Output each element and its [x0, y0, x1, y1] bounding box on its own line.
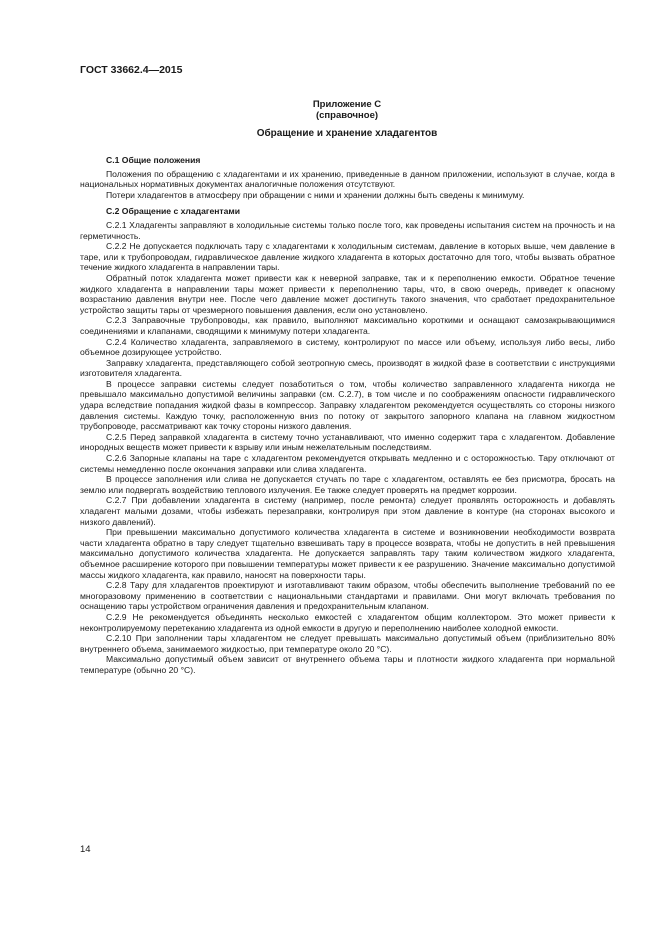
paragraph: С.2.6 Запорные клапаны на таре с хладагентом рекомендуется открывать медленно и с осторожностью. Тару отключают от системы немедленно после окончания заправки или слива хладагента.: [80, 453, 615, 474]
section-heading-c1: С.1 Общие положения: [106, 155, 201, 165]
paragraph: С.2.2 Не допускается подключать тару с хладагентами к холодильным системам, давление в которых выше, чем давление в таре, или к трубопроводам, гидравлическое давление жидкого хладагента в которых достаточно для того, чтобы вызвать обратное течение жидкого хладагента в направлении тары.: [80, 241, 615, 273]
paragraph: Положения по обращению с хладагентами и их хранению, приведенные в данном приложении, используют в случае, когда в национальных нормативных документах аналогичные положения отсутствуют.: [80, 168, 615, 190]
paragraph: С.2.5 Перед заправкой хладагента в систему точно устанавливают, что именно содержит тара с хладагентом. Добавление инородных веществ может привести к взрыву или иным нежелательным последствиям.: [80, 431, 615, 453]
paragraph: Заправку хладагента, представляющего собой зеотропную смесь, производят в жидкой фазе в соответствии с инструкциями изготовителя хладагента.: [80, 357, 615, 379]
paragraph: Потери хладагентов в атмосферу при обращении с ними и хранении должны быть сведены к минимуму.: [106, 189, 525, 200]
paragraph: В процессе заполнения или слива не допускается стучать по таре с хладагентом, оставлять ее без присмотра, бросать на землю или подвергать воздействию теплового излучения. Ее также следует проверять на предмет коррозии.: [80, 474, 615, 495]
annex-heading: Обращение и хранение хладагентов: [256, 128, 438, 139]
paragraph: Обратный поток хладагента может привести как к неверной заправке, так и к переполнению емкости. Обратное течение жидкого хладагента в направлении тары может привести к переполнению тары, что, в свою очередь, приведет к опасному возрастанию давления внутри нее. После чего давление может достигнуть такого значения, что сработает предохранительное устройство защиты тары от чрезмерного повышения давления, если оно установлено.: [80, 272, 615, 315]
paragraph: С.2.4 Количество хладагента, заправляемого в систему, контролируют по массе или объему, используя либо весы, либо объемное дозирующее устройство.: [80, 336, 615, 358]
annex-title: Приложение С: [312, 99, 382, 110]
section-heading-c2: С.2 Обращение с хладагентами: [106, 206, 241, 217]
annex-subtitle: (справочное): [315, 110, 379, 121]
page-number: 14: [80, 844, 91, 855]
paragraph: С.2.3 Заправочные трубопроводы, как правило, выполняют максимально короткими и оснащают самозакрывающимися соединениями и клапанами, сводящими к минимуму потери хладагента.: [80, 315, 615, 336]
paragraph: С.2.10 При заполнении тары хладагентом не следует превышать максимально допустимый объем (приблизительно 80% внутреннего объема, занимаемого жидкостью, при температуре около 20 °С).: [80, 633, 615, 654]
document-code: ГОСТ 33662.4—2015: [80, 64, 183, 76]
paragraph: С.2.1 Хладагенты заправляют в холодильные системы только после того, как проведены испытания систем на прочность и на герметичность.: [80, 219, 615, 241]
paragraph: С.2.7 При добавлении хладагента в систему (например, после ремонта) следует проявлять осторожность и добавлять хладагент малыми дозами, чтобы избежать перезаправки, контролируя при этом давление в контуре (на сторонах высокого и низкого давлений).: [80, 495, 615, 527]
document-body: [80, 149, 615, 676]
paragraph: Максимально допустимый объем зависит от внутреннего объема тары и плотности жидкого хладагента при нормальной температуре (обычно 20 °С).: [80, 654, 615, 675]
paragraph: При превышении максимально допустимого количества хладагента в системе и возникновении необходимости возврата части хладагента обратно в тару следует тщательно взвешивать тару в процессе возврата, чтобы не допустить в ней превышения максимально допустимого количества хладагента. Не допускается заправлять тару таким количеством жидкого хладагента, объемное расширение которого при повышении температуры может привести к ее разрушению. Значение максимально допустимой массы жидкого хладагента, как правило, наносят на поверхности тары.: [80, 527, 615, 580]
paragraph: В процессе заправки системы следует позаботиться о том, чтобы количество заправленного хладагента никогда не превышало максимально допустимой величины заправки (см. С.2.7), в том числе и по соображениям опасности гидравлического удара вследствие попадания жидкой фазы в компрессор. Заправку хладагентом рекомендуется осуществлять со стороны низкого давления системы. Каждую точку, расположенную вниз по потоку от закрытого запорного клапана на главном жидкостном трубопроводе, рассматривают как точку стороны низкого давления.: [80, 378, 615, 432]
paragraph: С.2.9 Не рекомендуется объединять несколько емкостей с хладагентом общим коллектором. Это может привести к неконтролируемому перетеканию хладагента из одной емкости в другую и переполнению наиболее холодной емкости.: [80, 611, 615, 633]
paragraph: С.2.8 Тару для хладагентов проектируют и изготавливают таким образом, чтобы обеспечить выполнение требований по ее многоразовому применению в соответствии с национальными стандартами и правилами. Они могут включать требования по оснащению тары устройством ограничения давления и предохранительным клапаном.: [80, 580, 615, 612]
